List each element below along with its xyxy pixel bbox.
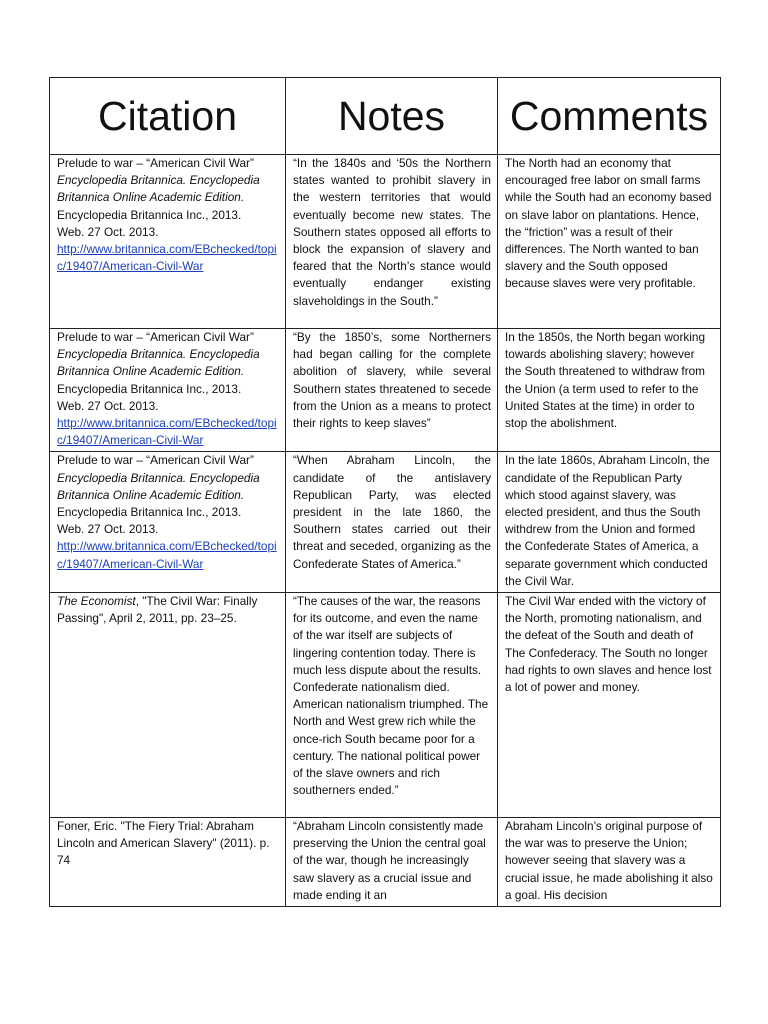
comments-header: Comments bbox=[498, 78, 721, 155]
citation-source: Encyclopedia Britannica. Encyclopedia Britannica Online Academic Edition. bbox=[57, 470, 260, 502]
notes-cell: “In the 1840s and ‘50s the Northern states wanted to prohibit slavery in the western territories that would eventually become new states. The Southern states opposed all efforts to block the expansion of slavery and feared that the North’s stance would eventually endanger existing slaveholdings in the South.” bbox=[286, 155, 498, 329]
table-row bbox=[50, 329, 721, 452]
citation-notes-table bbox=[49, 77, 721, 907]
citation-title: Prelude to war – “American Civil War” bbox=[57, 156, 254, 170]
citation-cell: Foner, Eric. "The Fiery Trial: Abraham Lincoln and American Slavery" (2011). p. 74 bbox=[50, 818, 286, 907]
citation-cell bbox=[50, 155, 286, 329]
citation-url-link[interactable]: http://www.britannica.com/EBchecked/topic/19407/American-Civil-War bbox=[57, 416, 277, 448]
comments-cell: Abraham Lincoln’s original purpose of the war was to preserve the Union; however seeing that slavery was a crucial issue, he made abolishing it also a goal. His decision bbox=[498, 818, 721, 907]
citation-date: Web. 27 Oct. 2013. bbox=[57, 398, 159, 413]
citation-cell bbox=[50, 329, 286, 452]
citation-publisher: Encyclopedia Britannica Inc., 2013. bbox=[57, 505, 242, 520]
citation-url-link[interactable]: http://www.britannica.com/EBchecked/topic/19407/American-Civil-War bbox=[57, 242, 277, 274]
comments-cell: The North had an economy that encouraged free labor on small farms while the South had an economy based on slave labor on plantations. Hence, the “friction” was a result of their differences. The North wanted to ban slavery and the South opposed because slaves were very profitable. bbox=[498, 155, 721, 329]
citation-title: Prelude to war – “American Civil War” bbox=[57, 330, 254, 344]
citation-publisher: Encyclopedia Britannica Inc., 2013. bbox=[57, 207, 242, 222]
notes-cell: “By the 1850’s, some Northerners had began calling for the complete abolition of slavery, while several Southern states threatened to secede from the Union as a means to protect their rights to keep slaves” bbox=[286, 329, 498, 452]
citation-cell bbox=[50, 593, 286, 818]
header-row bbox=[50, 78, 721, 155]
citation-url-link[interactable]: http://www.britannica.com/EBchecked/topic/19407/American-Civil-War bbox=[57, 539, 277, 571]
citation-title: Prelude to war – “American Civil War” bbox=[57, 453, 254, 468]
notes-cell: “Abraham Lincoln consistently made preserving the Union the central goal of the war, though he increasingly saw slavery as a crucial issue and made ending it an bbox=[286, 818, 498, 907]
citation-date: Web. 27 Oct. 2013. bbox=[57, 522, 159, 537]
citation-date: Web. 27 Oct. 2013. bbox=[57, 224, 159, 239]
table-row bbox=[50, 155, 721, 329]
table-row bbox=[50, 593, 721, 818]
citation-source: Encyclopedia Britannica. Encyclopedia Britannica Online Academic Edition. bbox=[57, 347, 260, 379]
citation-publisher: Encyclopedia Britannica Inc., 2013. bbox=[57, 381, 242, 396]
comments-cell: In the late 1860s, Abraham Lincoln, the candidate of the Republican Party which stood against slavery, was elected president, and thus the South withdrew from the Union and formed the Confederate States of America, a separate government which conducted the Civil War. bbox=[498, 452, 721, 593]
citation-header: Citation bbox=[50, 78, 286, 155]
citation-cell bbox=[50, 452, 286, 593]
comments-cell: The Civil War ended with the victory of the North, promoting nationalism, and the defeat of the South and death of The Confederacy. The South no longer had rights to own slaves and hence lost a lot of power and money. bbox=[498, 593, 721, 818]
notes-header: Notes bbox=[286, 78, 498, 155]
table-row bbox=[50, 818, 721, 907]
citation-source: Encyclopedia Britannica. Encyclopedia Britannica Online Academic Edition. bbox=[57, 173, 260, 205]
notes-cell: “The causes of the war, the reasons for its outcome, and even the name of the war itself are subjects of lingering contention today. There is much less dispute about the results. Confederate nationalism died. American nationalism triumphed. The North and West grew rich while the once-rich South became poor for a century. The national political power of the slave owners and rich southerners ended.” bbox=[286, 593, 498, 818]
table-row bbox=[50, 452, 721, 593]
citation-source: The Economist bbox=[57, 594, 136, 609]
citation-title: , "The Civil War: Finally Passing", April 2, 2011, pp. 23–25. bbox=[57, 594, 258, 626]
comments-cell: In the 1850s, the North began working towards abolishing slavery; however the South threatened to withdraw from the Union (a term used to refer to the United States at the time) in order to stop the abolishment. bbox=[498, 329, 721, 452]
notes-cell: “When Abraham Lincoln, the candidate of the antislavery Republican Party, was elected president in the late 1860, the Southern states carried out their threat and seceded, organizing as the Confederate States of America.” bbox=[286, 452, 498, 593]
